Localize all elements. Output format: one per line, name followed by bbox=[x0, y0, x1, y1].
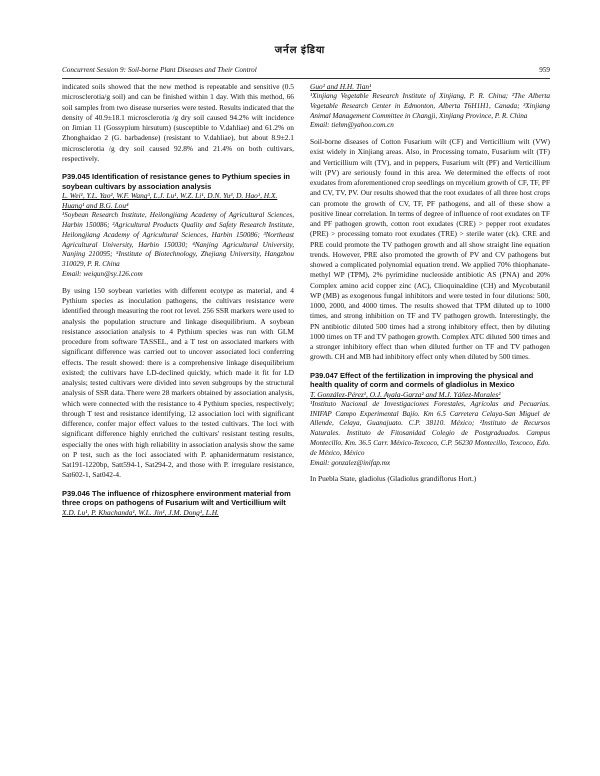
abstract-authors-continued: Guo¹ and H.H. Tian¹ bbox=[310, 82, 372, 91]
abstract-affiliations: ¹Soybean Research Institute, Heilongjiang Academy of Agricultural Sciences, Harbin 150086; ²Agricultural Products Quality and Safety Research Institute, Heilongjiang Academy of Agricultural Sciences, Harbin 150086; ³Northeast Agricultural University, Harbin 150030; ⁴Nanjing Agricultural University, Nanjing 210095; ⁵Institute of Biotechnology, Zhejiang University, Hangzhou 310029, P. R. China bbox=[62, 211, 294, 269]
journal-logo: जर्नल इंडिया bbox=[274, 45, 326, 56]
left-column bbox=[62, 82, 294, 762]
abstract-p39-046 bbox=[62, 489, 294, 518]
abstract-affiliations: ¹Instituto Nacional de Investigaciones Forestales, Agrícolas and Pecuarias. INIFAP Campo Experimental Bajío. Km 6.5 Carretera Celaya-San Miguel de Allende, Celaya, Guanajuato. C.P. 38110. México; ²Instituto de Recursos Naturales. Instituto de Fitosanidad Colegio de Postgraduados. Campus Montecillo. Km. 36.5 Carr. México-Texcoco, C.P. 56230 Montecillo, Texcoco, Edo. de México, México bbox=[310, 399, 550, 457]
abstract-authors: L. Wei¹, Y.L. Yao², W.F. Wang³, L.J. Lu¹, W.Z. Li¹, D.N. Yu³, D. Hao¹, H.X. Huang¹ and B.G. Lou⁴ bbox=[62, 191, 278, 211]
abstract-body: In Puebla State, gladiolus (Gladiolus grandiflorus Hort.) bbox=[310, 474, 477, 484]
continued-text: indicated soils showed that the new method is repeatable and sensitive (0.5 microsclerotia/g soil) and can be finished within 1 day. With this method, 66 soil samples from two disease nurseries were tested. Results indicated that the density of 40.9±18.1 microsclerotia /g dry soil caused 94.2% wilt incidence on Jimian 11 (Gossypium hirsutum) (susceptible to V.dahliae) and 61.2% on Zhonghaidao 2 (G. barbadense) (resistant to V.dahliae), but about 8.9±2.1 microsclerotia /g dry soil caused 92.8% and 21.4% on both cultivars, respectively. bbox=[62, 82, 294, 163]
abstract-title: P39.045 Identification of resistance genes to Pythium species in soybean cultivars by association analysis bbox=[62, 172, 290, 191]
running-head bbox=[62, 66, 550, 79]
abstract-email: Email: tiehm@yahoo.com.cn bbox=[310, 121, 394, 130]
abstract-affiliations: ¹Xinjiang Vegetable Research Institute of Xinjiang, P. R. China; ²The Alberta Vegetable Research Center in Edmonton, Alberta T6H1H1, Canada; ³Xinjiang Animal Management Committee in Changji, Xinjiang Province, P. R. China bbox=[310, 92, 550, 120]
abstract-email: Email: weiqun@sy.126.com bbox=[62, 269, 143, 278]
page-number: 959 bbox=[539, 66, 550, 74]
abstract-p39-047 bbox=[310, 371, 550, 485]
abstract-email: Email: gonzalez@inifap.mx bbox=[310, 458, 391, 467]
abstract-body: Soil-borne diseases of Cotton Fusarium wilt (CF) and Verticillium wilt (VW) exist widely in Xinjiang areas. Also, in Processing tomato, Fusarium wilt (TF) and Verticillium wilt (TV), and in peppers, Fusarium wilt (PF) and Verticillium wilt (PV) are seriously found in this area. We determined the effects of root exudates from aforementioned crop seedlings on mycelium growth of CF, TF, PF and CV, TV, PV. Our results showed that the root exudates of all three host crops can promote the growth of CV, TF, PF pathogens, and all of these show a positive linear correlation. In terms of degree of influence of root exudates on TF and PF pathogen growth, cotton root exudates (CRE) > pepper root exudates (PRE) > processing tomato root exudates (TRE) > sterile water (ck). CRE and PRE could promote the TV pathogen growth and all show straight line equation trends. However, PRE also promoted the growth of PV and CV pathogens but showed a complicated polynomial equation trend. We applied 70% thiophanate-methyl WP (TPM), 2% pyrimidine nucleoside antibiotic AS (PNA) and 20% Complex amino acid copper zinc (AC), Clioquinaldine (CH) and Mycobutanil WP (MB) as exogenous fungal inhibitors and were tested in four dilutions: 500, 1000, 2000, and 4000 times. The results showed that TPM diluted up to 1000 times, and strong inhibition on TF and TV pathogen growth. Interestingly, the PN antibiotic diluted 500 times had a strong inhibitory effect, then by diluting 1000 times on TF and TV pathogen growth. Complex ATC diluted 500 times and a stronger inhibitory effect than when diluted further on TF and TV pathogen growth. CH and MB had inhibitory effect only when diluted by 500 times. bbox=[310, 137, 550, 362]
abstract-authors: T. González-Pérez¹, O.J. Ayala-Garza² and M.J. Yáñez-Morales² bbox=[310, 389, 501, 399]
abstract-authors: X.D. Lu¹, P. Khachanda¹, W.L. Jin¹, J.M. Dong¹, L.H. bbox=[62, 507, 219, 517]
abstract-title: P39.047 Effect of the fertilization in improving the physical and health quality of corm and cormels of gladiolus in Mexico bbox=[310, 370, 534, 390]
right-column bbox=[310, 82, 550, 762]
abstract-p39-045 bbox=[62, 172, 294, 481]
running-head-title: Concurrent Session 9: Soil-borne Plant Diseases and Their Control bbox=[62, 66, 257, 74]
abstract-body: By using 150 soybean varieties with different ecotype as material, and 4 Pythium species as inoculation pathogens, the cultivars resistance were identified through measuring the root rot level. 256 SSR markers were used to analysis the population structure and linkage disequilibrium. A soybean resistance association analysis to 4 Pythium species was run with GLM procedure from software TASSEL, and a T test on associated markers with significant difference was carried out to uncover associated loci conferring effects. The result showed: there is a comprehensive linkage disequilibrium existed; the cultivars have LD-declined quickly, which made it fit for LD analysis; tested cultivars were divided into seven subgroups by the structural analysis of SSR data. There were 28 markers obtained by association analysis, which were connected with the resistance to 4 Pythium species, respectively; through T test and resistance identifying, 12 association loci with significant difference, confer major effect values to the tested cultivars. The loci with significant difference highly enriched the cultivars' resistant testing results, especially the ones with high reliability in association analysis show the same on P test, such as the loci associated with P. aphanidermatum resistance, Sat191-1220bp, Satt594-1, Sat294-2, and those with P. irregulare resistance, Sat602-1, Sat042-4. bbox=[62, 285, 294, 480]
abstract-title: P39.046 The influence of rhizosphere environment material from three crops on pathogens of Fusarium wilt and Verticillium wilt bbox=[62, 488, 291, 508]
